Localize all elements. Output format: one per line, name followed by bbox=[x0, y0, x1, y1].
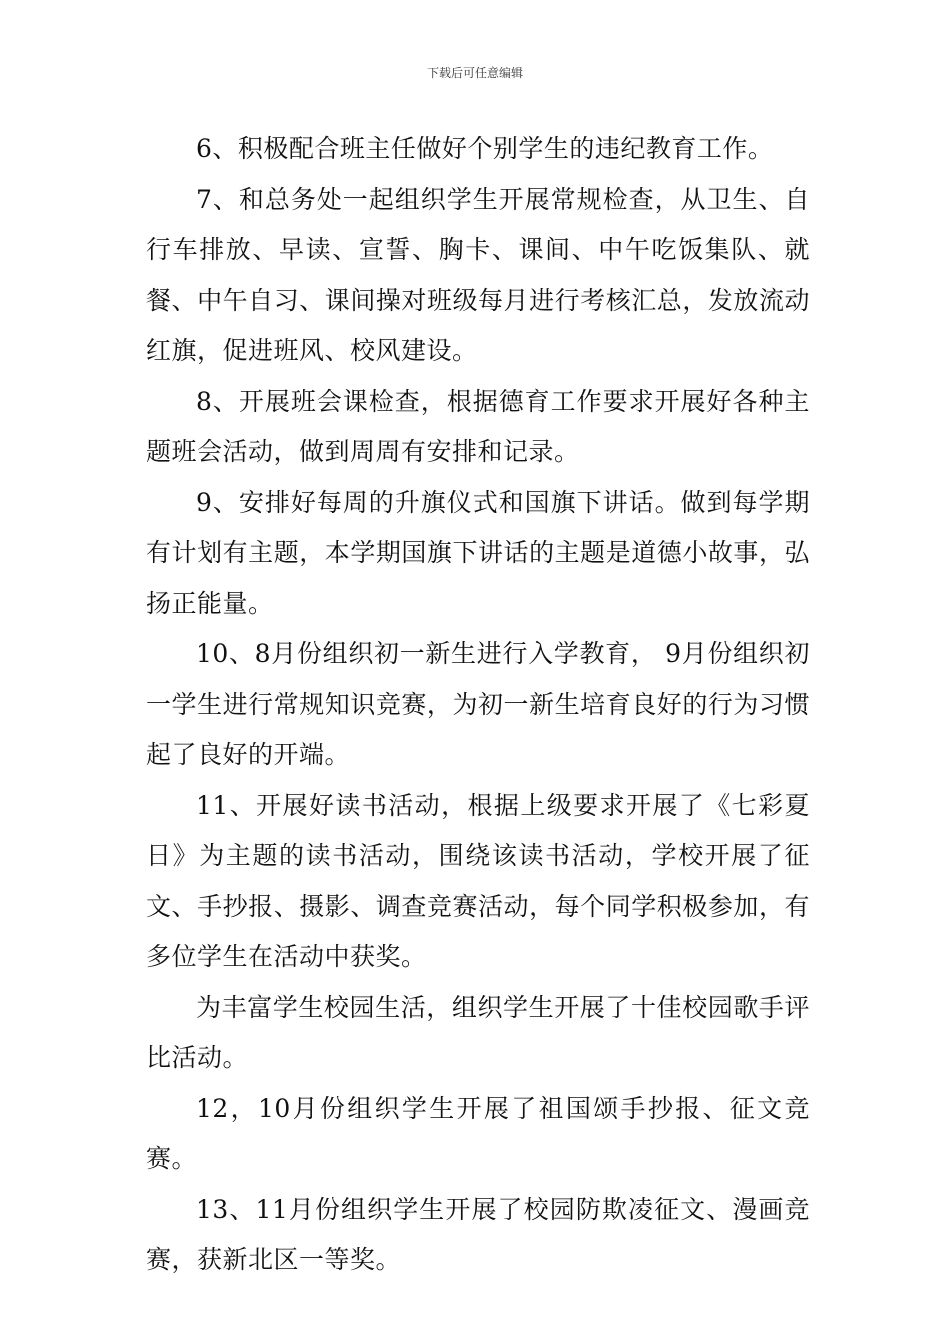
paragraph-item-8: 8、开展班会课检查，根据德育工作要求开展好各种主题班会活动，做到周周有安排和记录。 bbox=[146, 386, 810, 466]
paragraph-item-7: 7、和总务处一起组织学生开展常规检查，从卫生、自行车排放、早读、宣誓、胸卡、课间、中午吃饭集队、就餐、中午自习、课间操对班级每月进行考核汇总，发放流动红旗，促进班风、校风建设。 bbox=[146, 184, 810, 365]
page-header: 下载后可任意编辑 bbox=[426, 66, 523, 80]
paragraph-item-10: 10、8月份组织初一新生进行入学教育， 9月份组织初一学生进行常规知识竞赛，为初一新生培育良好的行为习惯起了良好的开端。 bbox=[146, 639, 810, 769]
paragraph-item-6: 6、积极配合班主任做好个别学生的违纪教育工作。 bbox=[196, 134, 774, 163]
paragraph-item-11: 11、开展好读书活动，根据上级要求开展了《七彩夏日》为主题的读书活动，围绕该读书活动，学校开展了征文、手抄报、摄影、调查竞赛活动，每个同学积极参加，有多位学生在活动中获奖。 bbox=[146, 790, 810, 971]
document-body bbox=[146, 124, 810, 1286]
paragraph-item-13: 13、11月份组织学生开展了校园防欺凌征文、漫画竞赛，获新北区一等奖。 bbox=[146, 1194, 810, 1274]
paragraph-item-12: 12，10月份组织学生开展了祖国颂手抄报、征文竞赛。 bbox=[146, 1093, 810, 1173]
paragraph-singer-contest: 为丰富学生校园生活，组织学生开展了十佳校园歌手评比活动。 bbox=[146, 992, 810, 1072]
paragraph-item-9: 9、安排好每周的升旗仪式和国旗下讲话。做到每学期有计划有主题，本学期国旗下讲话的主题是道德小故事，弘扬正能量。 bbox=[146, 487, 810, 618]
